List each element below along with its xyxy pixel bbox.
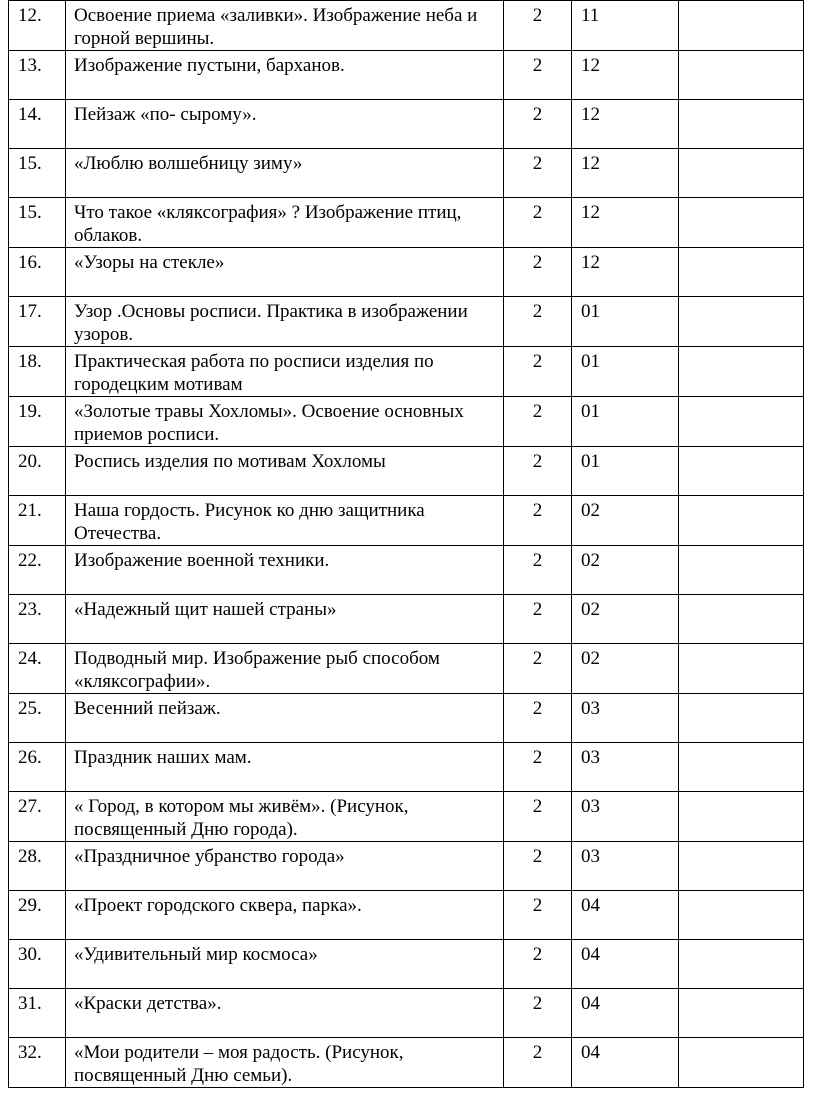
lesson-note-cell: [679, 595, 804, 644]
lesson-topic-cell: Изображение военной техники.: [66, 546, 504, 595]
table-row: [9, 248, 804, 297]
lesson-topic-cell: «Узоры на стекле»: [66, 248, 504, 297]
lesson-topic-cell: Пейзаж «по- сырому».: [66, 100, 504, 149]
lesson-hours-cell: 2: [504, 989, 572, 1038]
lesson-hours-cell: 2: [504, 546, 572, 595]
lesson-topic-cell: «Золотые травы Хохломы». Освоение основных приемов росписи.: [66, 397, 504, 447]
lesson-topic-cell: Узор .Основы росписи. Практика в изображении узоров.: [66, 297, 504, 347]
lesson-topic-cell: Праздник наших мам.: [66, 743, 504, 792]
table-row: [9, 891, 804, 940]
lesson-topic-cell: Подводный мир. Изображение рыб способом «кляксографии».: [66, 644, 504, 694]
lesson-month-cell: 03: [572, 792, 679, 842]
table-row: [9, 1038, 804, 1088]
table-row: [9, 842, 804, 891]
lesson-note-cell: [679, 347, 804, 397]
lesson-topic-cell: «Люблю волшебницу зиму»: [66, 149, 504, 198]
lesson-month-cell: 02: [572, 546, 679, 595]
lesson-note-cell: [679, 940, 804, 989]
lesson-topic-cell: «Праздничное убранство города»: [66, 842, 504, 891]
lesson-number-cell: 28.: [9, 842, 66, 891]
lesson-hours-cell: 2: [504, 149, 572, 198]
table-body: [9, 1, 804, 1088]
table-row: [9, 51, 804, 100]
lesson-note-cell: [679, 546, 804, 595]
lesson-month-cell: 04: [572, 891, 679, 940]
lesson-hours-cell: 2: [504, 940, 572, 989]
lesson-hours-cell: 2: [504, 842, 572, 891]
lesson-note-cell: [679, 198, 804, 248]
lesson-hours-cell: 2: [504, 297, 572, 347]
lesson-hours-cell: 2: [504, 198, 572, 248]
lesson-number-cell: 12.: [9, 1, 66, 51]
table-row: [9, 743, 804, 792]
lesson-number-cell: 23.: [9, 595, 66, 644]
lesson-number-cell: 29.: [9, 891, 66, 940]
table-row: [9, 297, 804, 347]
lesson-number-cell: 15.: [9, 198, 66, 248]
lesson-note-cell: [679, 447, 804, 496]
lesson-hours-cell: 2: [504, 694, 572, 743]
lesson-number-cell: 22.: [9, 546, 66, 595]
lesson-topic-cell: «Удивительный мир космоса»: [66, 940, 504, 989]
lesson-topic-cell: Наша гордость. Рисунок ко дню защитника Отечества.: [66, 496, 504, 546]
lesson-month-cell: 02: [572, 644, 679, 694]
lesson-topic-cell: «Надежный щит нашей страны»: [66, 595, 504, 644]
table-row: [9, 100, 804, 149]
lesson-number-cell: 32.: [9, 1038, 66, 1088]
lesson-number-cell: 27.: [9, 792, 66, 842]
table-row: [9, 149, 804, 198]
lesson-number-cell: 24.: [9, 644, 66, 694]
table-row: [9, 198, 804, 248]
lesson-hours-cell: 2: [504, 447, 572, 496]
lesson-month-cell: 01: [572, 397, 679, 447]
lesson-number-cell: 15.: [9, 149, 66, 198]
lesson-hours-cell: 2: [504, 100, 572, 149]
table-row: [9, 595, 804, 644]
lesson-month-cell: 11: [572, 1, 679, 51]
lesson-number-cell: 14.: [9, 100, 66, 149]
lesson-topic-cell: « Город, в котором мы живём». (Рисунок, посвященный Дню города).: [66, 792, 504, 842]
lesson-hours-cell: 2: [504, 595, 572, 644]
lesson-month-cell: 12: [572, 149, 679, 198]
lesson-hours-cell: 2: [504, 792, 572, 842]
table-row: [9, 989, 804, 1038]
lesson-topic-cell: Практическая работа по росписи изделия по городецким мотивам: [66, 347, 504, 397]
lesson-note-cell: [679, 842, 804, 891]
lesson-month-cell: 12: [572, 248, 679, 297]
lesson-month-cell: 01: [572, 297, 679, 347]
lesson-hours-cell: 2: [504, 347, 572, 397]
lesson-number-cell: 30.: [9, 940, 66, 989]
lesson-hours-cell: 2: [504, 397, 572, 447]
lesson-note-cell: [679, 1038, 804, 1088]
lesson-month-cell: 02: [572, 496, 679, 546]
table-row: [9, 347, 804, 397]
lesson-month-cell: 03: [572, 842, 679, 891]
lesson-hours-cell: 2: [504, 644, 572, 694]
table-row: [9, 940, 804, 989]
table-row: [9, 496, 804, 546]
table-row: [9, 1, 804, 51]
lesson-month-cell: 04: [572, 1038, 679, 1088]
lesson-month-cell: 12: [572, 198, 679, 248]
lesson-month-cell: 02: [572, 595, 679, 644]
lesson-hours-cell: 2: [504, 743, 572, 792]
lesson-hours-cell: 2: [504, 51, 572, 100]
lesson-topic-cell: «Краски детства».: [66, 989, 504, 1038]
lesson-note-cell: [679, 149, 804, 198]
lesson-hours-cell: 2: [504, 1, 572, 51]
lesson-month-cell: 04: [572, 989, 679, 1038]
lesson-topic-cell: Роспись изделия по мотивам Хохломы: [66, 447, 504, 496]
lesson-number-cell: 25.: [9, 694, 66, 743]
lesson-month-cell: 03: [572, 743, 679, 792]
lesson-month-cell: 12: [572, 51, 679, 100]
lesson-topic-cell: Освоение приема «заливки». Изображение неба и горной вершины.: [66, 1, 504, 51]
lesson-note-cell: [679, 100, 804, 149]
lesson-note-cell: [679, 891, 804, 940]
lesson-note-cell: [679, 397, 804, 447]
lesson-hours-cell: 2: [504, 1038, 572, 1088]
lesson-hours-cell: 2: [504, 248, 572, 297]
lesson-hours-cell: 2: [504, 496, 572, 546]
lesson-number-cell: 13.: [9, 51, 66, 100]
lesson-number-cell: 19.: [9, 397, 66, 447]
lesson-month-cell: 01: [572, 347, 679, 397]
lesson-note-cell: [679, 792, 804, 842]
lesson-note-cell: [679, 989, 804, 1038]
lesson-note-cell: [679, 51, 804, 100]
lesson-plan-table: [8, 0, 804, 1088]
lesson-note-cell: [679, 1, 804, 51]
lesson-number-cell: 16.: [9, 248, 66, 297]
table-row: [9, 644, 804, 694]
lesson-topic-cell: Изображение пустыни, барханов.: [66, 51, 504, 100]
lesson-note-cell: [679, 743, 804, 792]
table-row: [9, 447, 804, 496]
lesson-topic-cell: Что такое «кляксография» ? Изображение птиц, облаков.: [66, 198, 504, 248]
lesson-note-cell: [679, 297, 804, 347]
lesson-number-cell: 31.: [9, 989, 66, 1038]
lesson-month-cell: 12: [572, 100, 679, 149]
lesson-topic-cell: «Мои родители – моя радость. (Рисунок, посвященный Дню семьи).: [66, 1038, 504, 1088]
lesson-number-cell: 17.: [9, 297, 66, 347]
table-row: [9, 792, 804, 842]
lesson-hours-cell: 2: [504, 891, 572, 940]
lesson-note-cell: [679, 496, 804, 546]
lesson-topic-cell: Весенний пейзаж.: [66, 694, 504, 743]
lesson-month-cell: 04: [572, 940, 679, 989]
lesson-month-cell: 01: [572, 447, 679, 496]
table-row: [9, 546, 804, 595]
lesson-note-cell: [679, 248, 804, 297]
table-row: [9, 397, 804, 447]
lesson-topic-cell: «Проект городского сквера, парка».: [66, 891, 504, 940]
lesson-month-cell: 03: [572, 694, 679, 743]
lesson-number-cell: 21.: [9, 496, 66, 546]
lesson-note-cell: [679, 644, 804, 694]
lesson-number-cell: 26.: [9, 743, 66, 792]
lesson-number-cell: 20.: [9, 447, 66, 496]
lesson-note-cell: [679, 694, 804, 743]
table-row: [9, 694, 804, 743]
lesson-number-cell: 18.: [9, 347, 66, 397]
